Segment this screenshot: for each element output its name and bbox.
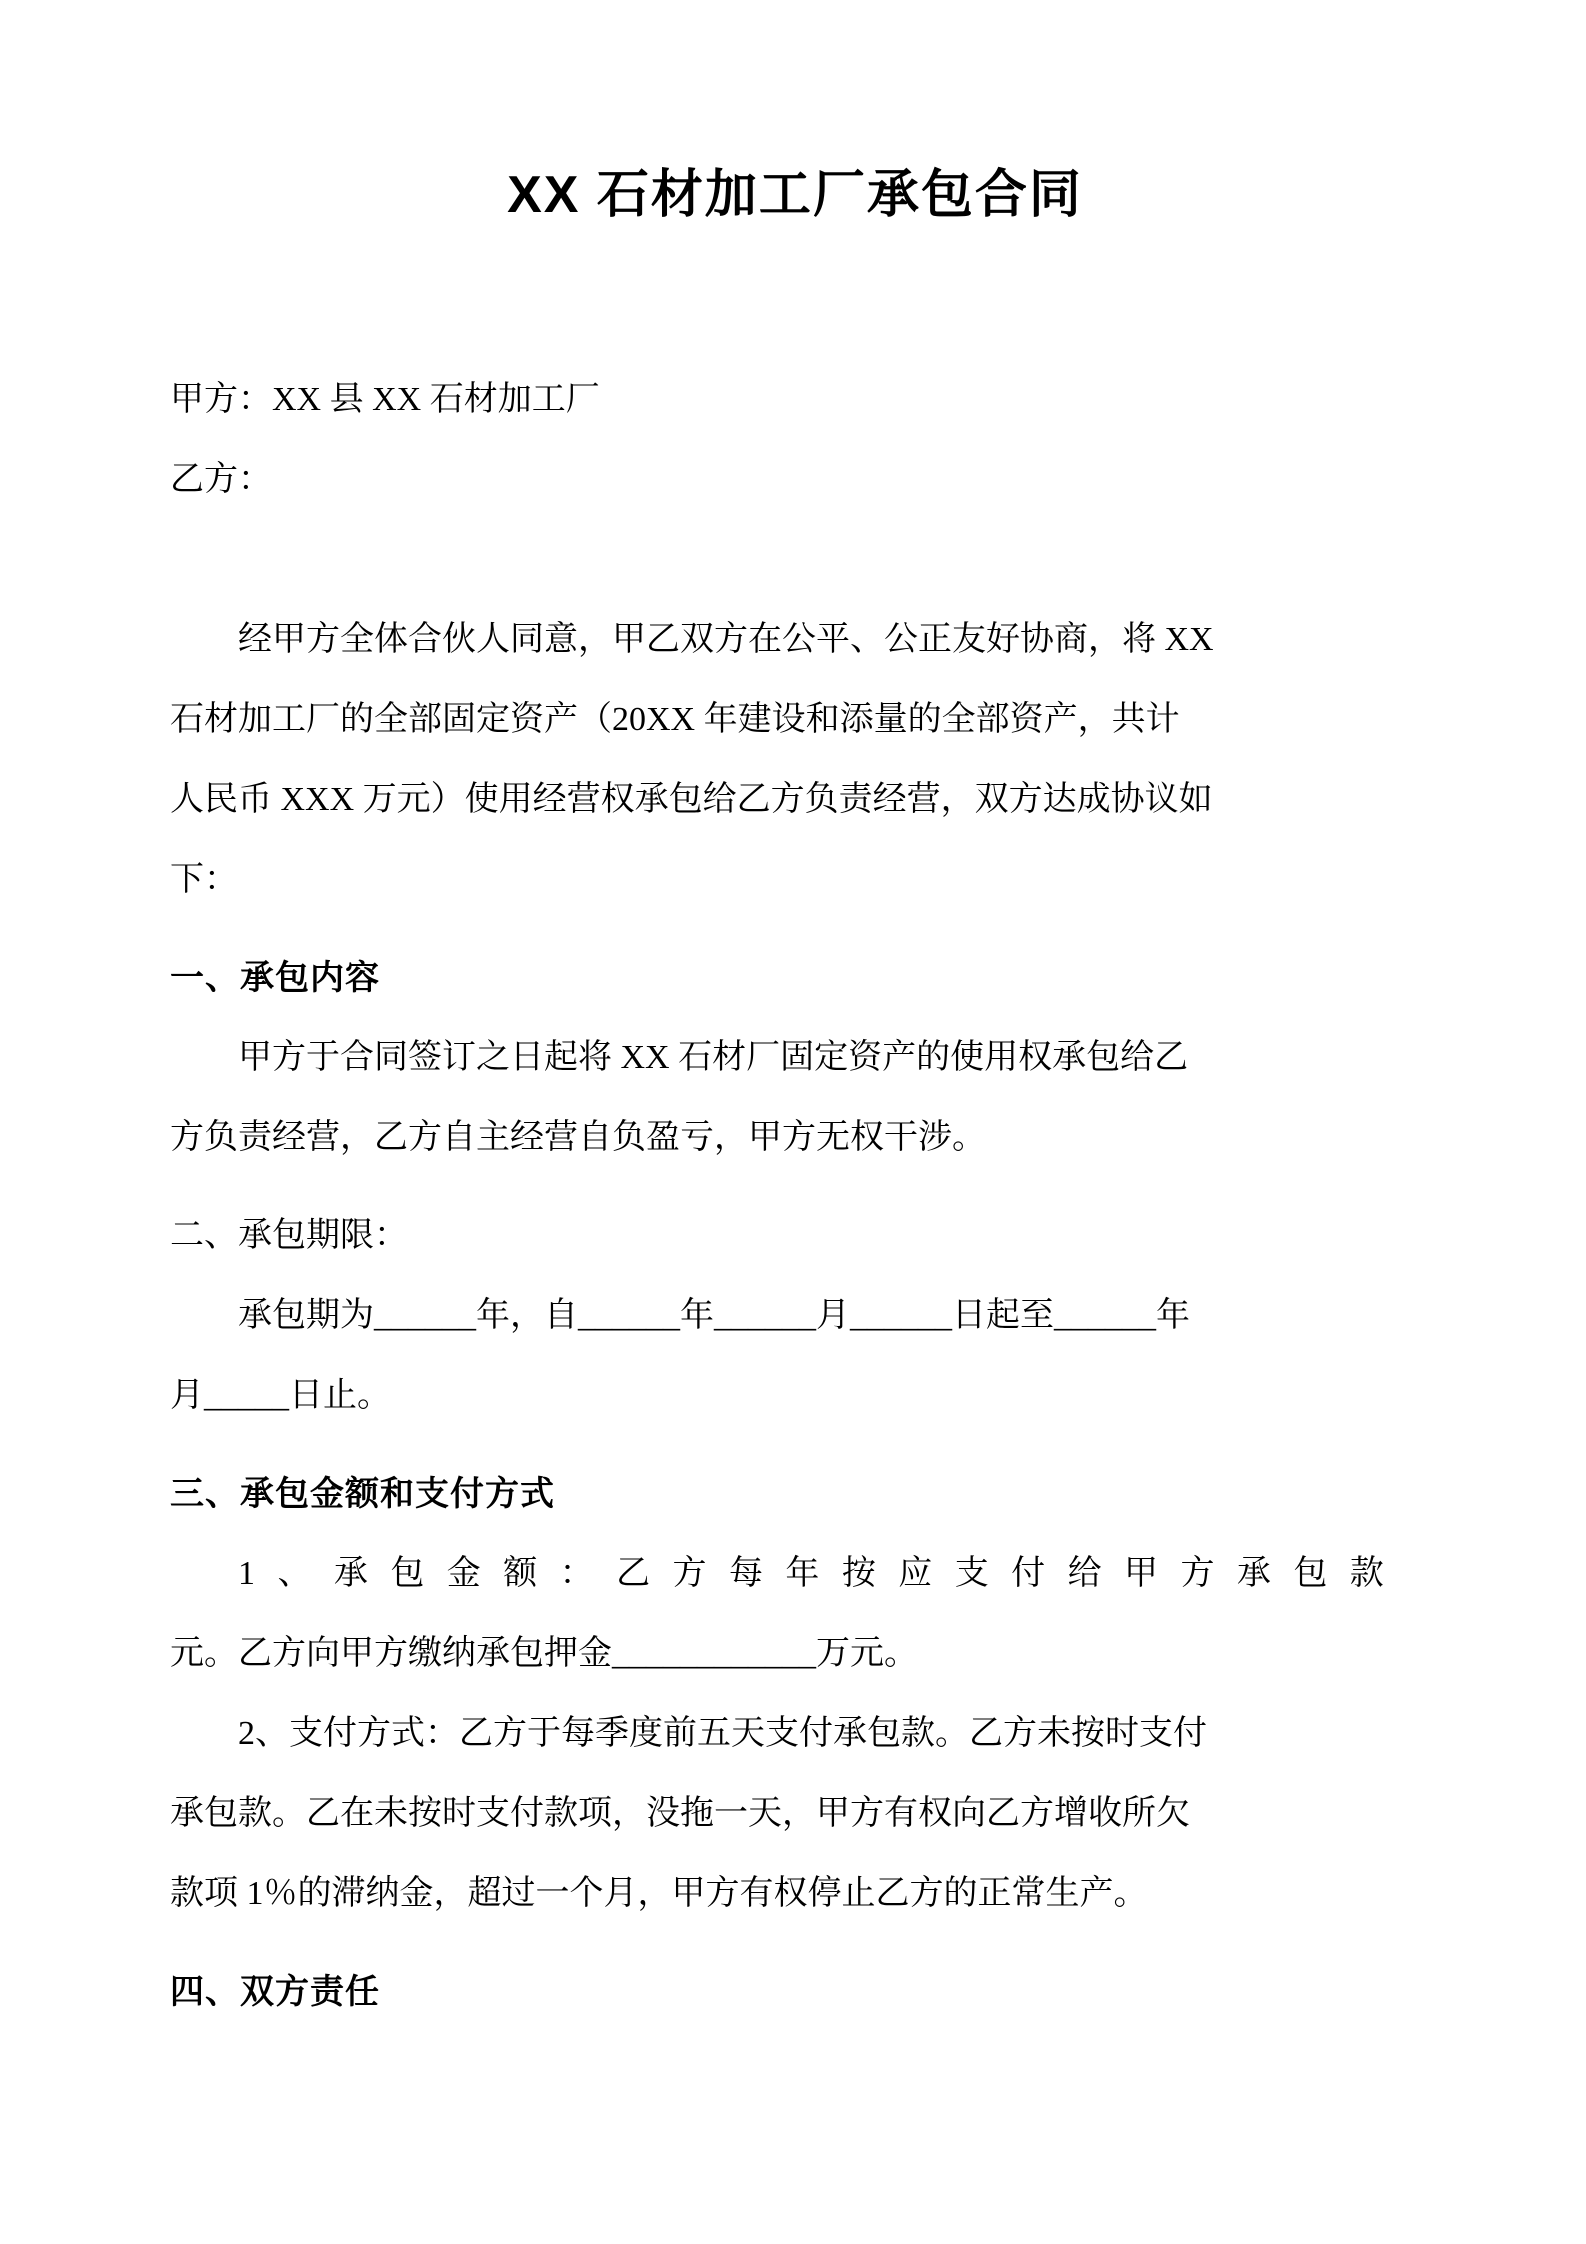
section-3-item-2-line-1: 2、支付方式：乙方于每季度前五天支付承包款。乙方未按时支付 (238, 1715, 1207, 1752)
intro-line-4: 下： (170, 861, 238, 898)
intro-line-2: 石材加工厂的全部固定资产（20XX 年建设和添量的全部资产，共计 (170, 701, 1180, 738)
section-3-item-2-line-3: 款项 1％的滞纳金，超过一个月，甲方有权停止乙方的正常生产。 (170, 1875, 1148, 1912)
party-a-line: 甲方：XX 县 XX 石材加工厂 (170, 381, 600, 418)
section-2-line-2: 月_____日止。 (170, 1377, 391, 1414)
section-3-heading: 三、承包金额和支付方式 (170, 1475, 555, 1513)
section-4-heading: 四、双方责任 (170, 1973, 380, 2011)
party-b-line: 乙方： (170, 461, 272, 498)
section-2-line-1: 承包期为______年，自______年______月______日起至______年 (238, 1297, 1190, 1334)
spacer (170, 520, 1420, 600)
section-3-item-2-line-2: 承包款。乙在未按时支付款项，没拖一天，甲方有权向乙方增收所欠 (170, 1795, 1190, 1832)
contract-title: XX 石材加工厂承包合同 (507, 166, 1083, 224)
intro-line-3: 人民币 XXX 万元）使用经营权承包给乙方负责经营，双方达成协议如 (170, 781, 1213, 818)
section-2-heading: 二、承包期限： (170, 1217, 408, 1254)
section-3-item-1-line-2: 元。乙方向甲方缴纳承包押金____________万元。 (170, 1635, 918, 1672)
section-1-line-2: 方负责经营，乙方自主经营自负盈亏，甲方无权干涉。 (170, 1119, 986, 1156)
section-1-heading: 一、承包内容 (170, 959, 380, 997)
intro-line-1: 经甲方全体合伙人同意，甲乙双方在公平、公正友好协商，将 XX (238, 621, 1214, 658)
section-3-item-1-line-1: 1、承包金额：乙方每年按应支付给甲方承包款 (238, 1555, 1407, 1592)
section-1-line-1: 甲方于合同签订之日起将 XX 石材厂固定资产的使用权承包给乙 (238, 1039, 1189, 1076)
